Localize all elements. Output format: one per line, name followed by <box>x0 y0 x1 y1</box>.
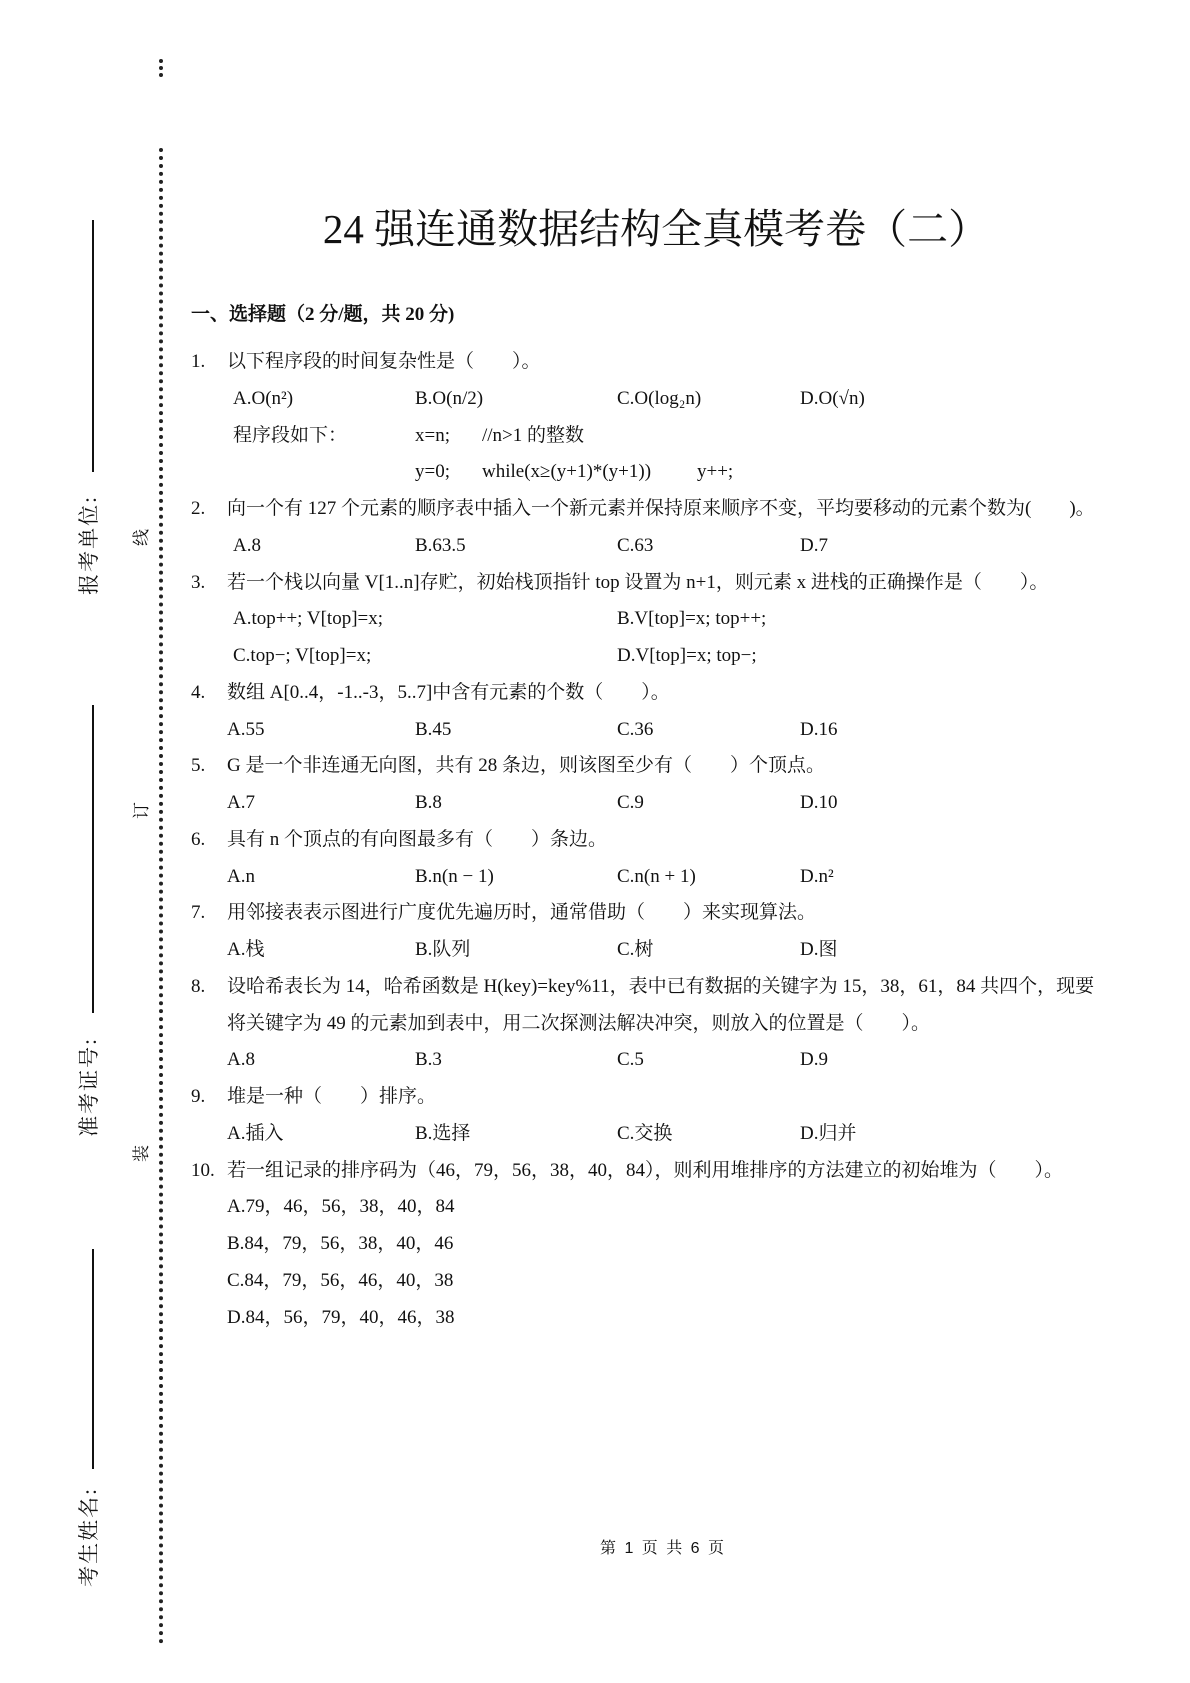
option-c: C.84，79，56，46，40，38 <box>227 1269 454 1291</box>
option-a: A.8 <box>227 1049 255 1071</box>
option-d: D.7 <box>800 534 828 556</box>
binding-dotted-line-top <box>159 59 167 77</box>
option-d: D.归并 <box>800 1122 857 1144</box>
question-stem: 堆是一种（ ）排序。 <box>227 1086 437 1107</box>
code-line: y++; <box>697 461 734 483</box>
unit-label: 报考单位: <box>76 495 101 595</box>
unit-underline <box>92 220 94 472</box>
question-number: 9. <box>191 1086 206 1107</box>
option-b: B.8 <box>415 792 442 813</box>
page-number: 第 1 页 共 6 页 <box>600 1540 725 1557</box>
question-stem: 数组 A[0..4，-1..-3，5..7]中含有元素的个数（ ）。 <box>227 681 670 703</box>
option-b: B.队列 <box>415 939 471 960</box>
option-d: D.n² <box>800 865 834 887</box>
option-c: C.9 <box>617 792 644 813</box>
question-number: 4. <box>191 681 206 703</box>
option-b: B.45 <box>415 718 452 740</box>
code-comment: //n>1 的整数 <box>482 424 585 446</box>
binding-dotted-line <box>159 148 167 1645</box>
exam-id-label: 准考证号: <box>76 1037 101 1137</box>
option-d: D.V[top]=x; top−; <box>617 645 757 666</box>
option-a: A.O(n²) <box>233 387 294 409</box>
question-number: 3. <box>191 571 206 593</box>
section-heading: 一、选择题（2 分/题，共 20 分) <box>191 304 455 325</box>
option-d: D.9 <box>800 1049 828 1071</box>
option-d: D.16 <box>800 718 838 740</box>
question-stem: 设哈希表长为 14，哈希函数是 H(key)=key%11，表中已有数据的关键字为 15，38，61，84 共四个，现要 <box>227 975 1095 997</box>
option-d: D.10 <box>800 792 838 813</box>
code-line: y=0; <box>415 461 450 483</box>
question-stem: G 是一个非连通无向图，共有 28 条边，则该图至少有（ ）个顶点。 <box>227 755 825 777</box>
option-a: A.79，46，56，38，40，84 <box>227 1196 455 1218</box>
option-b: B.V[top]=x; top++; <box>617 608 767 630</box>
question-stem: 用邻接表表示图进行广度优先遍历时，通常借助（ ）来实现算法。 <box>227 902 817 924</box>
option-d: D.O(√n) <box>800 387 865 409</box>
option-c: C.O(log₂n) <box>617 387 702 409</box>
page-title: 24 强连通数据结构全真模考卷（二） <box>322 206 990 252</box>
option-a: A.n <box>227 865 255 887</box>
option-a: A.插入 <box>227 1122 284 1144</box>
question-number: 8. <box>191 975 206 997</box>
option-a: A.栈 <box>227 939 265 960</box>
code-label: 程序段如下： <box>233 424 348 446</box>
binding-mark-staple: 订 <box>132 802 151 819</box>
option-c: C.交换 <box>617 1122 673 1144</box>
question-stem: 具有 n 个顶点的有向图最多有（ ）条边。 <box>227 828 608 850</box>
question-stem: 以下程序段的时间复杂性是（ ）。 <box>227 351 541 372</box>
binding-mark-line: 线 <box>132 529 151 546</box>
binding-mark-bind: 装 <box>132 1145 151 1162</box>
question-number: 7. <box>191 902 206 924</box>
option-a: A.55 <box>227 718 265 740</box>
question-stem: 若一组记录的排序码为（46，79，56，38，40，84），则利用堆排序的方法建立的初始堆为（ ）。 <box>227 1159 1064 1181</box>
question-number: 2. <box>191 498 206 519</box>
question-stem: 若一个栈以向量 V[1..n]存贮，初始栈顶指针 top 设置为 n+1，则元素 x 进栈的正确操作是（ ）。 <box>227 571 1049 593</box>
question-number: 6. <box>191 828 206 850</box>
option-b: B.84，79，56，38，40，46 <box>227 1233 454 1254</box>
option-d: D.84，56，79，40，46，38 <box>227 1306 455 1328</box>
code-line: x=n; <box>415 424 450 446</box>
name-underline <box>92 1249 94 1469</box>
option-b: B.63.5 <box>415 534 466 556</box>
exam-id-underline <box>92 705 94 1013</box>
option-b: B.选择 <box>415 1122 471 1144</box>
name-label: 考生姓名: <box>76 1487 101 1587</box>
option-c: C.top−; V[top]=x; <box>233 645 372 666</box>
option-b: B.3 <box>415 1049 442 1071</box>
question-number: 5. <box>191 755 206 777</box>
option-a: A.top++; V[top]=x; <box>233 608 384 630</box>
option-a: A.8 <box>233 534 261 556</box>
code-line: while(x≥(y+1)*(y+1)) <box>482 461 652 483</box>
question-stem: 向一个有 127 个元素的顺序表中插入一个新元素并保持原来顺序不变，平均要移动的元素个数为( )。 <box>227 498 1095 519</box>
option-c: C.63 <box>617 534 654 556</box>
option-c: C.5 <box>617 1049 644 1071</box>
question-number: 1. <box>191 351 206 372</box>
option-c: C.36 <box>617 718 654 740</box>
option-c: C.n(n + 1) <box>617 865 696 887</box>
option-d: D.图 <box>800 939 838 960</box>
option-b: B.O(n/2) <box>415 387 484 409</box>
question-stem: 将关键字为 49 的元素加到表中，用二次探测法解决冲突，则放入的位置是（ ）。 <box>227 1012 931 1034</box>
option-c: C.树 <box>617 939 654 960</box>
question-number: 10. <box>191 1159 215 1181</box>
option-b: B.n(n − 1) <box>415 865 494 887</box>
option-a: A.7 <box>227 792 255 813</box>
